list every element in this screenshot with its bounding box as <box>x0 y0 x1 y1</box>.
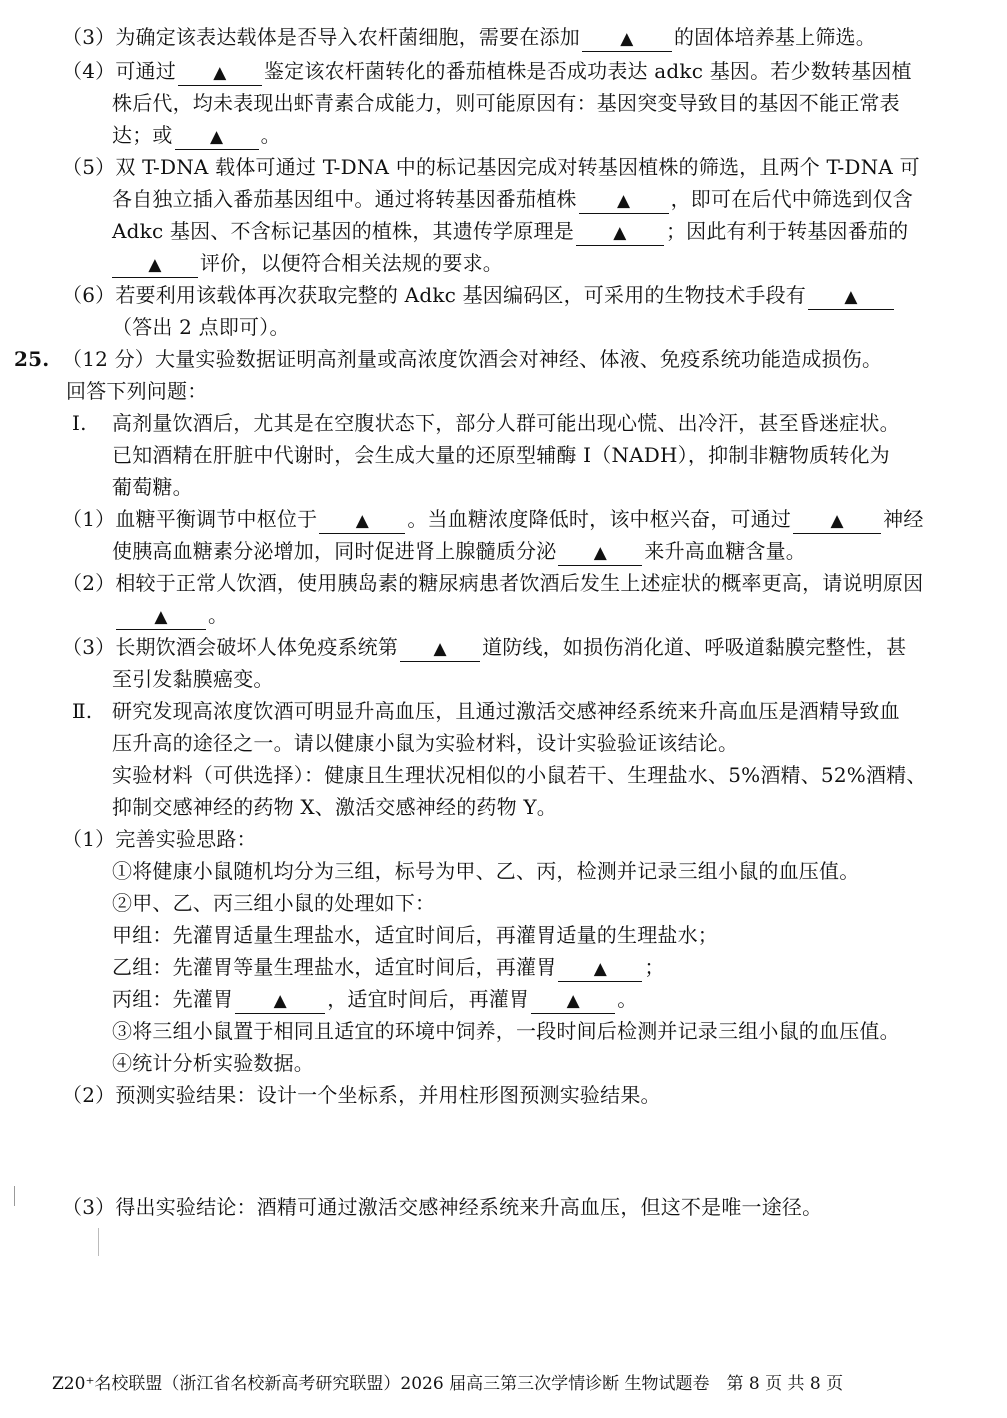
step-4: ④统计分析实验数据。 <box>112 1051 314 1075</box>
part1-line2: 已知酒精在肝脏中代谢时，会生成大量的还原型辅酶 Ⅰ（NADH），抑制非糖物质转化为 <box>112 443 890 467</box>
text: 。 <box>617 987 638 1011</box>
text: （3）为确定该表达载体是否导入农杆菌细胞，需要在添加 <box>62 25 580 49</box>
q24-4-line1 <box>62 56 912 86</box>
q25-3-line1 <box>62 632 906 662</box>
blank-marker-icon: ▲ <box>566 991 580 1011</box>
answer-blank <box>116 603 206 630</box>
step-2: ②甲、乙、丙三组小鼠的处理如下： <box>112 891 436 915</box>
text: 使胰高血糖素分泌增加，同时促进肾上腺髓质分泌 <box>112 539 557 563</box>
text: 乙组：先灌胃等量生理盐水，适宜时间后，再灌胃 <box>112 955 557 979</box>
text: ；因此有利于转基因番茄的 <box>665 219 909 243</box>
answer-blank <box>808 283 894 310</box>
step-3: ③将三组小鼠置于相同且适宜的环境中饲养，一段时间后检测并记录三组小鼠的血压值。 <box>112 1019 900 1043</box>
text: 各自独立插入番茄基因组中。通过将转基因番茄植株 <box>112 187 577 211</box>
text: 来升高血糖含量。 <box>644 539 807 563</box>
blank-marker-icon: ▲ <box>593 543 608 563</box>
answer-blank <box>319 507 405 534</box>
group-bing <box>112 984 637 1014</box>
q24-5-line2 <box>112 184 913 214</box>
text: 道防线，如损伤消化道、呼吸道黏膜完整性，甚 <box>482 635 907 659</box>
answer-blank <box>178 59 262 86</box>
group-jia: 甲组：先灌胃适量生理盐水，适宜时间后，再灌胃适量的生理盐水； <box>112 923 718 947</box>
text: ，即可在后代中筛选到仅含 <box>670 187 914 211</box>
q24-5-line3 <box>112 216 908 246</box>
blank-marker-icon: ▲ <box>620 29 634 49</box>
q25-stem-line1: （12 分）大量实验数据证明高剂量或高浓度饮酒会对神经、体液、免疫系统功能造成损伤。 <box>62 347 883 371</box>
text: （1）血糖平衡调节中枢位于 <box>62 507 318 531</box>
answer-blank <box>793 507 881 534</box>
text: （4）可通过 <box>62 59 176 83</box>
group-yi <box>112 952 665 982</box>
q25-2-line1: （2）相较于正常人饮酒，使用胰岛素的糖尿病患者饮酒后发生上述症状的概率更高，请说明原因 <box>62 571 924 595</box>
q24-6-line2: （答出 2 点即可）。 <box>112 315 290 339</box>
text: 达；或 <box>112 123 173 147</box>
q25-stem-line2: 回答下列问题： <box>66 379 208 403</box>
q25-ii-1-title: （1）完善实验思路： <box>62 827 257 851</box>
blank-marker-icon: ▲ <box>154 607 168 627</box>
step-1: ①将健康小鼠随机均分为三组，标号为甲、乙、丙，检测并记录三组小鼠的血压值。 <box>112 859 860 883</box>
part-number: Ⅰ. <box>72 411 87 435</box>
text: 鉴定该农杆菌转化的番茄植株是否成功表达 adkc 基因。若少数转基因植 <box>263 59 912 83</box>
blank-marker-icon: ▲ <box>593 959 608 979</box>
text: 。当血糖浓度降低时，该中枢兴奋，可通过 <box>407 507 792 531</box>
q25-1-line1 <box>62 504 924 534</box>
margin-mark <box>98 1228 99 1256</box>
blank-marker-icon: ▲ <box>844 287 858 307</box>
text: 神经 <box>883 507 924 531</box>
answer-blank <box>235 987 325 1014</box>
blank-marker-icon: ▲ <box>148 255 162 275</box>
text: （3）长期饮酒会破坏人体免疫系统第 <box>62 635 399 659</box>
blank-marker-icon: ▲ <box>209 127 224 147</box>
q24-4-line3 <box>112 120 281 150</box>
blank-marker-icon: ▲ <box>273 991 287 1011</box>
text: Adkc 基因、不含标记基因的植株，其遗传学原理是 <box>112 219 574 243</box>
blank-marker-icon: ▲ <box>613 223 627 243</box>
part1-line1: 高剂量饮酒后，尤其是在空腹状态下，部分人群可能出现心慌、出冷汗，甚至昏迷症状。 <box>112 411 900 435</box>
text: （6）若要利用该载体再次获取完整的 Adkc 基因编码区，可采用的生物技术手段有 <box>62 283 807 307</box>
answer-blank <box>400 635 480 662</box>
text: 评价，以便符合相关法规的要求。 <box>200 251 503 275</box>
q25-1-line2 <box>112 536 806 566</box>
q25-2-line2 <box>112 600 228 630</box>
q24-5-line4 <box>112 248 503 278</box>
answer-blank <box>576 219 664 246</box>
question-number: 25. <box>14 347 50 371</box>
q25-ii-3: （3）得出实验结论：酒精可通过激活交感神经系统来升高血压，但这不是唯一途径。 <box>62 1195 823 1219</box>
text: 。 <box>208 603 229 627</box>
answer-blank <box>579 187 669 214</box>
part-number: Ⅱ. <box>72 699 93 723</box>
answer-blank <box>582 25 672 52</box>
part2-line1: 研究发现高浓度饮酒可明显升高血压，且通过激活交感神经系统来升高血压是酒精导致血 <box>112 699 900 723</box>
q24-3-line <box>62 22 876 52</box>
materials-line1: 实验材料（可供选择）：健康且生理状况相似的小鼠若干、生理盐水、5%酒精、52%酒精、 <box>112 763 927 787</box>
answer-blank <box>175 123 259 150</box>
answer-blank <box>112 251 198 278</box>
q24-5-line1: （5）双 T-DNA 载体可通过 T-DNA 中的标记基因完成对转基因植株的筛选，且两个 T-DNA 可 <box>62 155 920 179</box>
answer-blank <box>558 539 642 566</box>
blank-marker-icon: ▲ <box>830 511 844 531</box>
text: ； <box>644 955 665 979</box>
q24-4-line2: 株后代，均未表现出虾青素合成能力，则可能原因有：基因突变导致目的基因不能正常表 <box>112 91 900 115</box>
blank-marker-icon: ▲ <box>355 511 369 531</box>
q24-6-line1 <box>62 280 896 310</box>
page-footer: Z20⁺名校联盟（浙江省名校新高考研究联盟）2026 届高三第三次学情诊断 生物试题卷 第 8 页 共 8 页 <box>52 1374 844 1394</box>
part2-line2: 压升高的途径之一。请以健康小鼠为实验材料，设计实验验证该结论。 <box>112 731 739 755</box>
q25-3-line2: 至引发黏膜癌变。 <box>112 667 274 691</box>
margin-mark <box>14 1186 15 1206</box>
text: 丙组：先灌胃 <box>112 987 234 1011</box>
part1-line3: 葡萄糖。 <box>112 475 193 499</box>
blank-marker-icon: ▲ <box>616 191 631 211</box>
materials-line2: 抑制交感神经的药物 X、激活交感神经的药物 Y。 <box>112 795 557 819</box>
answer-blank <box>558 955 642 982</box>
text: ，适宜时间后，再灌胃 <box>327 987 530 1011</box>
text: 的固体培养基上筛选。 <box>673 25 876 49</box>
blank-marker-icon: ▲ <box>213 63 227 83</box>
text: 。 <box>260 123 281 147</box>
blank-marker-icon: ▲ <box>433 639 447 659</box>
q25-ii-2: （2）预测实验结果：设计一个坐标系，并用柱形图预测实验结果。 <box>62 1083 661 1107</box>
answer-blank <box>531 987 615 1014</box>
